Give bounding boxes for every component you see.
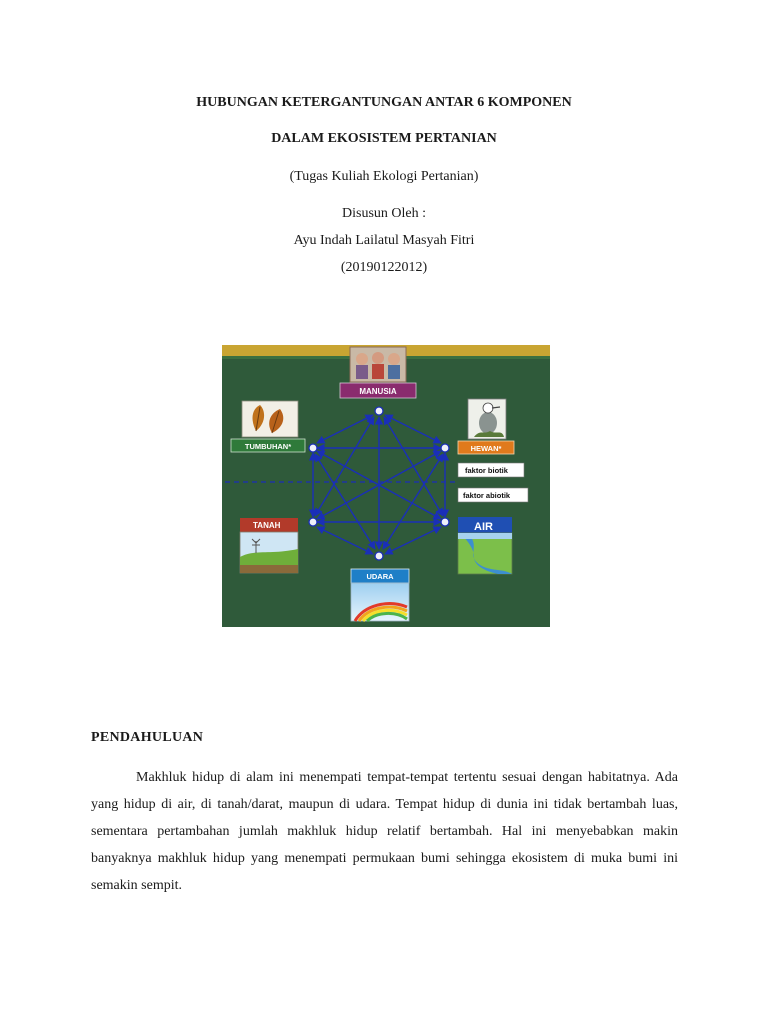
document-title-line-1: HUBUNGAN KETERGANTUNGAN ANTAR 6 KOMPONEN: [196, 95, 572, 110]
air-label: AIR: [474, 521, 493, 533]
byline-label: Disusun Oleh :: [342, 206, 426, 221]
component-tumbuhan: [231, 401, 305, 452]
ecosystem-diagram: [222, 345, 550, 627]
intro-paragraph: Makhluk hidup di alam ini menempati tempat-tempat tertentu sesuai dengan habitatnya. Ada yang hidup di air, di tanah/darat, maupun di udara. Tempat hidup di dunia ini tidak bertambah luas, sementara pertambahan jumlah makhluk hidup relatif bertambah. Hal ini menyebabkan makin banyaknya makhluk hidup yang menempati permukaan bumi sehingga ekosistem di muka bumi ini semakin sempit.: [91, 770, 678, 893]
component-air: [458, 517, 512, 574]
section-heading: PENDAHULUAN: [91, 730, 204, 745]
legend-biotic-label: faktor biotik: [465, 466, 508, 475]
student-id: (20190122012): [340, 260, 428, 275]
legend-abiotic-label: faktor abiotik: [463, 491, 511, 500]
hewan-label: HEWAN*: [470, 444, 502, 453]
component-udara: [351, 569, 409, 621]
component-tanah: [240, 518, 298, 573]
udara-label: UDARA: [366, 572, 394, 581]
tumbuhan-label: TUMBUHAN*: [244, 442, 292, 451]
document-subtitle: (Tugas Kuliah Ekologi Pertanian): [289, 169, 479, 184]
document-title-line-2: DALAM EKOSISTEM PERTANIAN: [271, 131, 497, 146]
tanah-label: TANAH: [253, 521, 281, 530]
component-manusia: [340, 347, 416, 398]
manusia-label: MANUSIA: [359, 387, 397, 396]
author-name: Ayu Indah Lailatul Masyah Fitri: [293, 233, 475, 248]
